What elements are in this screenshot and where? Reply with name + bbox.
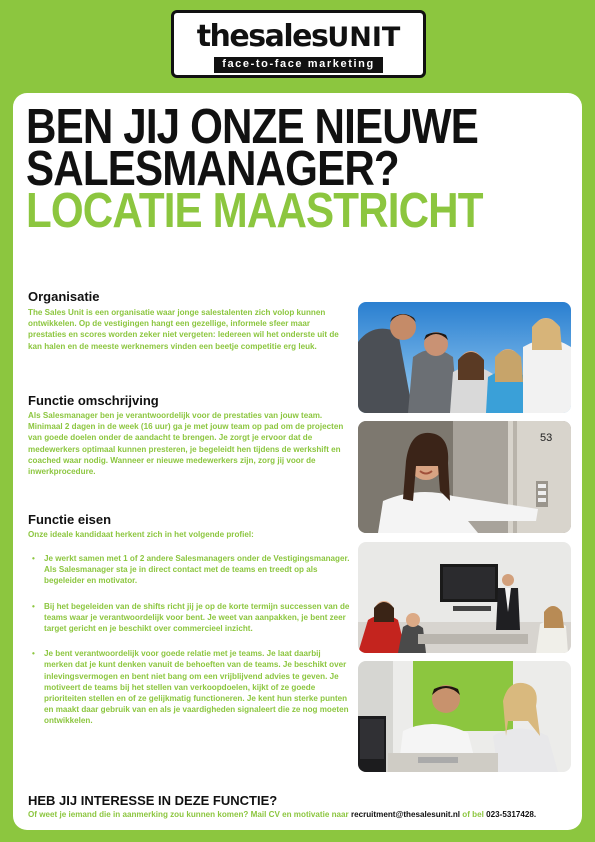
requirement-item: • Je bent verantwoordelijk voor goede relatie met je teams. Je laat daarbij merken dat je kunt denken vanuit de behoeften van de teams. Je beschikt over inlevingsvermogen en bent niet bang om een vrijblijvend advies te geven. Je motiveert de teams bij het stellen van verkoopdoelen, kijkt of ze goede prioriteiten stellen en of ze gelijkmatig functioneren. Je kent hun sterke punten en maakt daar gebruik van en als je vaardigheden signaleert die ze nog moeten ontwikkelen. [44,648,350,726]
cta-phone[interactable]: 023-5317428 [486,810,534,819]
photo-desk-coaching [358,661,571,772]
headline-line-2: SALESMANAGER? [26,142,399,196]
section-title-eisen: Functie eisen [28,512,112,527]
requirement-item: • Bij het begeleiden van de shifts richt jij je op de korte termijn successen van de teams waar je verantwoordelijk voor bent. Je weet van aanpakken, je bent zeer target gericht en je beschikt over commercieel inzicht. [44,601,350,635]
requirement-item: • Je werkt samen met 1 of 2 andere Salesmanagers onder de Vestigingsmanager. Als Salesmanager sta je in direct contact met de teams en treedt op als begeleider en motivator. [44,553,350,587]
requirements-list [44,553,350,741]
logo-brand-main: thesales [196,19,328,54]
section-title-organisatie: Organisatie [28,289,100,304]
cta-text-middle: of bel [460,810,487,819]
logo [171,10,426,78]
photo-door-canvassing [358,421,571,533]
cta-text-before: Of weet je iemand die in aanmerking zou kunnen komen? Mail CV en motivatie naar [28,810,351,819]
cta-title: HEB JIJ INTERESSE IN DEZE FUNCTIE? [28,793,278,808]
headline [26,100,483,238]
section-text-omschrijving: Als Salesmanager ben je verantwoordelijk voor de prestaties van jouw team. Minimaal 2 dagen in de week (16 uur) ga je met jouw team op pad om de projecten van goede doelen onder de aandacht te brengen. Je zorgt je ervoor dat de medewerkers optimaal kunnen presteren, je begeleidt hen tijdens de werkshift en coached waar nodig. Wanneer er nieuwe medewerkers zijn, zorg jij voor de inwerkprocedure. [28,411,344,477]
headline-location: LOCATIE MAASTRICHT [26,184,483,238]
cta-text [28,810,536,819]
section-text-organisatie: The Sales Unit is een organisatie waar jonge salestalenten zich volop kunnen ontwikkelen. Op de vestigingen hangt een gezellige, informele sfeer maar prestaties en scores worden zeker niet vergeten: Iedereen wil het onderste uit de kan halen en de meeste werknemers vinden een beetje competitie erg leuk. [28,308,339,351]
photo-office-meeting [358,542,571,653]
logo-tagline: face-to-face marketing [214,57,383,73]
cta-email[interactable]: recruitment@thesalesunit.nl [350,810,461,819]
door-number: 53 [540,432,553,444]
headline-line-1: BEN JIJ ONZE NIEUWE [26,100,478,154]
section-text-eisen-intro: Onze ideale kandidaat herkent zich in het volgende profiel: [28,530,254,539]
logo-brand-unit: UNIT [327,22,401,53]
section-title-omschrijving: Functie omschrijving [28,393,159,408]
photo-team-outdoors [358,302,571,413]
logo-wordmark [174,21,423,54]
cta-text-end: . [533,810,537,819]
